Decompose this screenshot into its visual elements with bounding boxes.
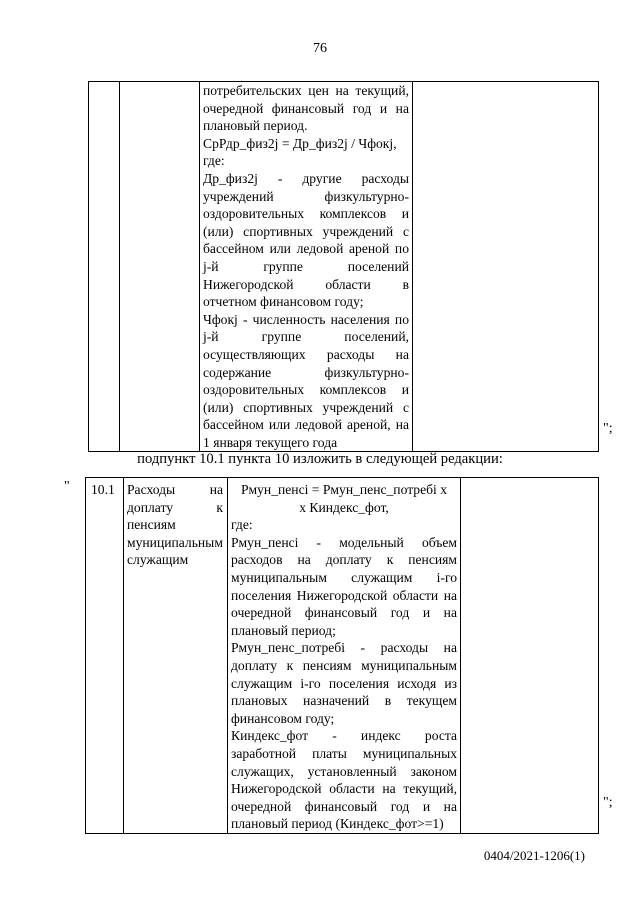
formula-line-1: Рмун_пенсi = Рмун_пенс_потребi х <box>240 482 448 497</box>
cell-name <box>124 478 228 834</box>
cell-formula-text <box>228 478 461 834</box>
formula-line-2: х Киндекс_фот, <box>299 499 389 515</box>
paragraph: Чфокj - численность населения по j-й группе поселений, осуществляющих расходы на содержание физкультурно-оздоровительных комплексов и (или) спортивных учреждений с бассейном или ледовой ареной, на 1 января текущего года <box>203 311 409 450</box>
cell-number <box>86 478 124 834</box>
table-row <box>86 478 599 834</box>
page-number: 76 <box>313 41 327 56</box>
item-name: Расходы на доплату к пенсиям муниципальным служащим <box>127 482 223 568</box>
cell-notes <box>461 478 599 834</box>
closing-quote: "; <box>603 795 613 810</box>
paragraph: Др_физ2j - другие расходы учреждений физкультурно-оздоровительных комплексов и (или) спортивных учреждений с бассейном или ледовой ареной по j-й группе поселений Нижегородской области в отчетном финансовом году; <box>203 170 409 310</box>
item-number: 10.1 <box>91 482 115 497</box>
table-continuation <box>88 81 599 452</box>
table-amendment <box>85 477 599 834</box>
cell-name <box>120 82 200 452</box>
cell-notes <box>413 82 599 452</box>
paragraph: Киндекс_фот - индекс роста заработной платы муниципальных служащих, установленный законом Нижегородской области на текущий, очередной финансовый год и на плановый период (Киндекс_фот>=1) <box>231 728 457 832</box>
amendment-instruction: подпункт 10.1 пункта 10 изложить в следующей редакции: <box>137 451 503 467</box>
paragraph: где: <box>203 153 225 169</box>
table-row <box>89 82 599 452</box>
formula: СрРдр_физ2j = Др_физ2j / Чфокj, <box>203 135 397 151</box>
document-code: 0404/2021-1206(1) <box>483 848 585 863</box>
paragraph: потребительских цен на текущий, очередной финансовый год и на плановый период. <box>203 83 409 134</box>
paragraph: где: <box>231 517 253 533</box>
paragraph: Рмун_пенс_потребi - расходы на доплату к пенсиям муниципальным служащим i-го поселения исходя из плановых назначений в текущем финансовом году; <box>231 640 457 726</box>
paragraph: Рмун_пенсi - модельный объем расходов на доплату к пенсиям муниципальным служащим i-го поселения Нижегородской области на очередной финансовый год и на плановый период; <box>231 534 457 638</box>
cell-number <box>89 82 120 452</box>
cell-formula-text <box>200 82 413 452</box>
opening-quote: " <box>64 479 70 494</box>
closing-quote: "; <box>603 421 613 436</box>
